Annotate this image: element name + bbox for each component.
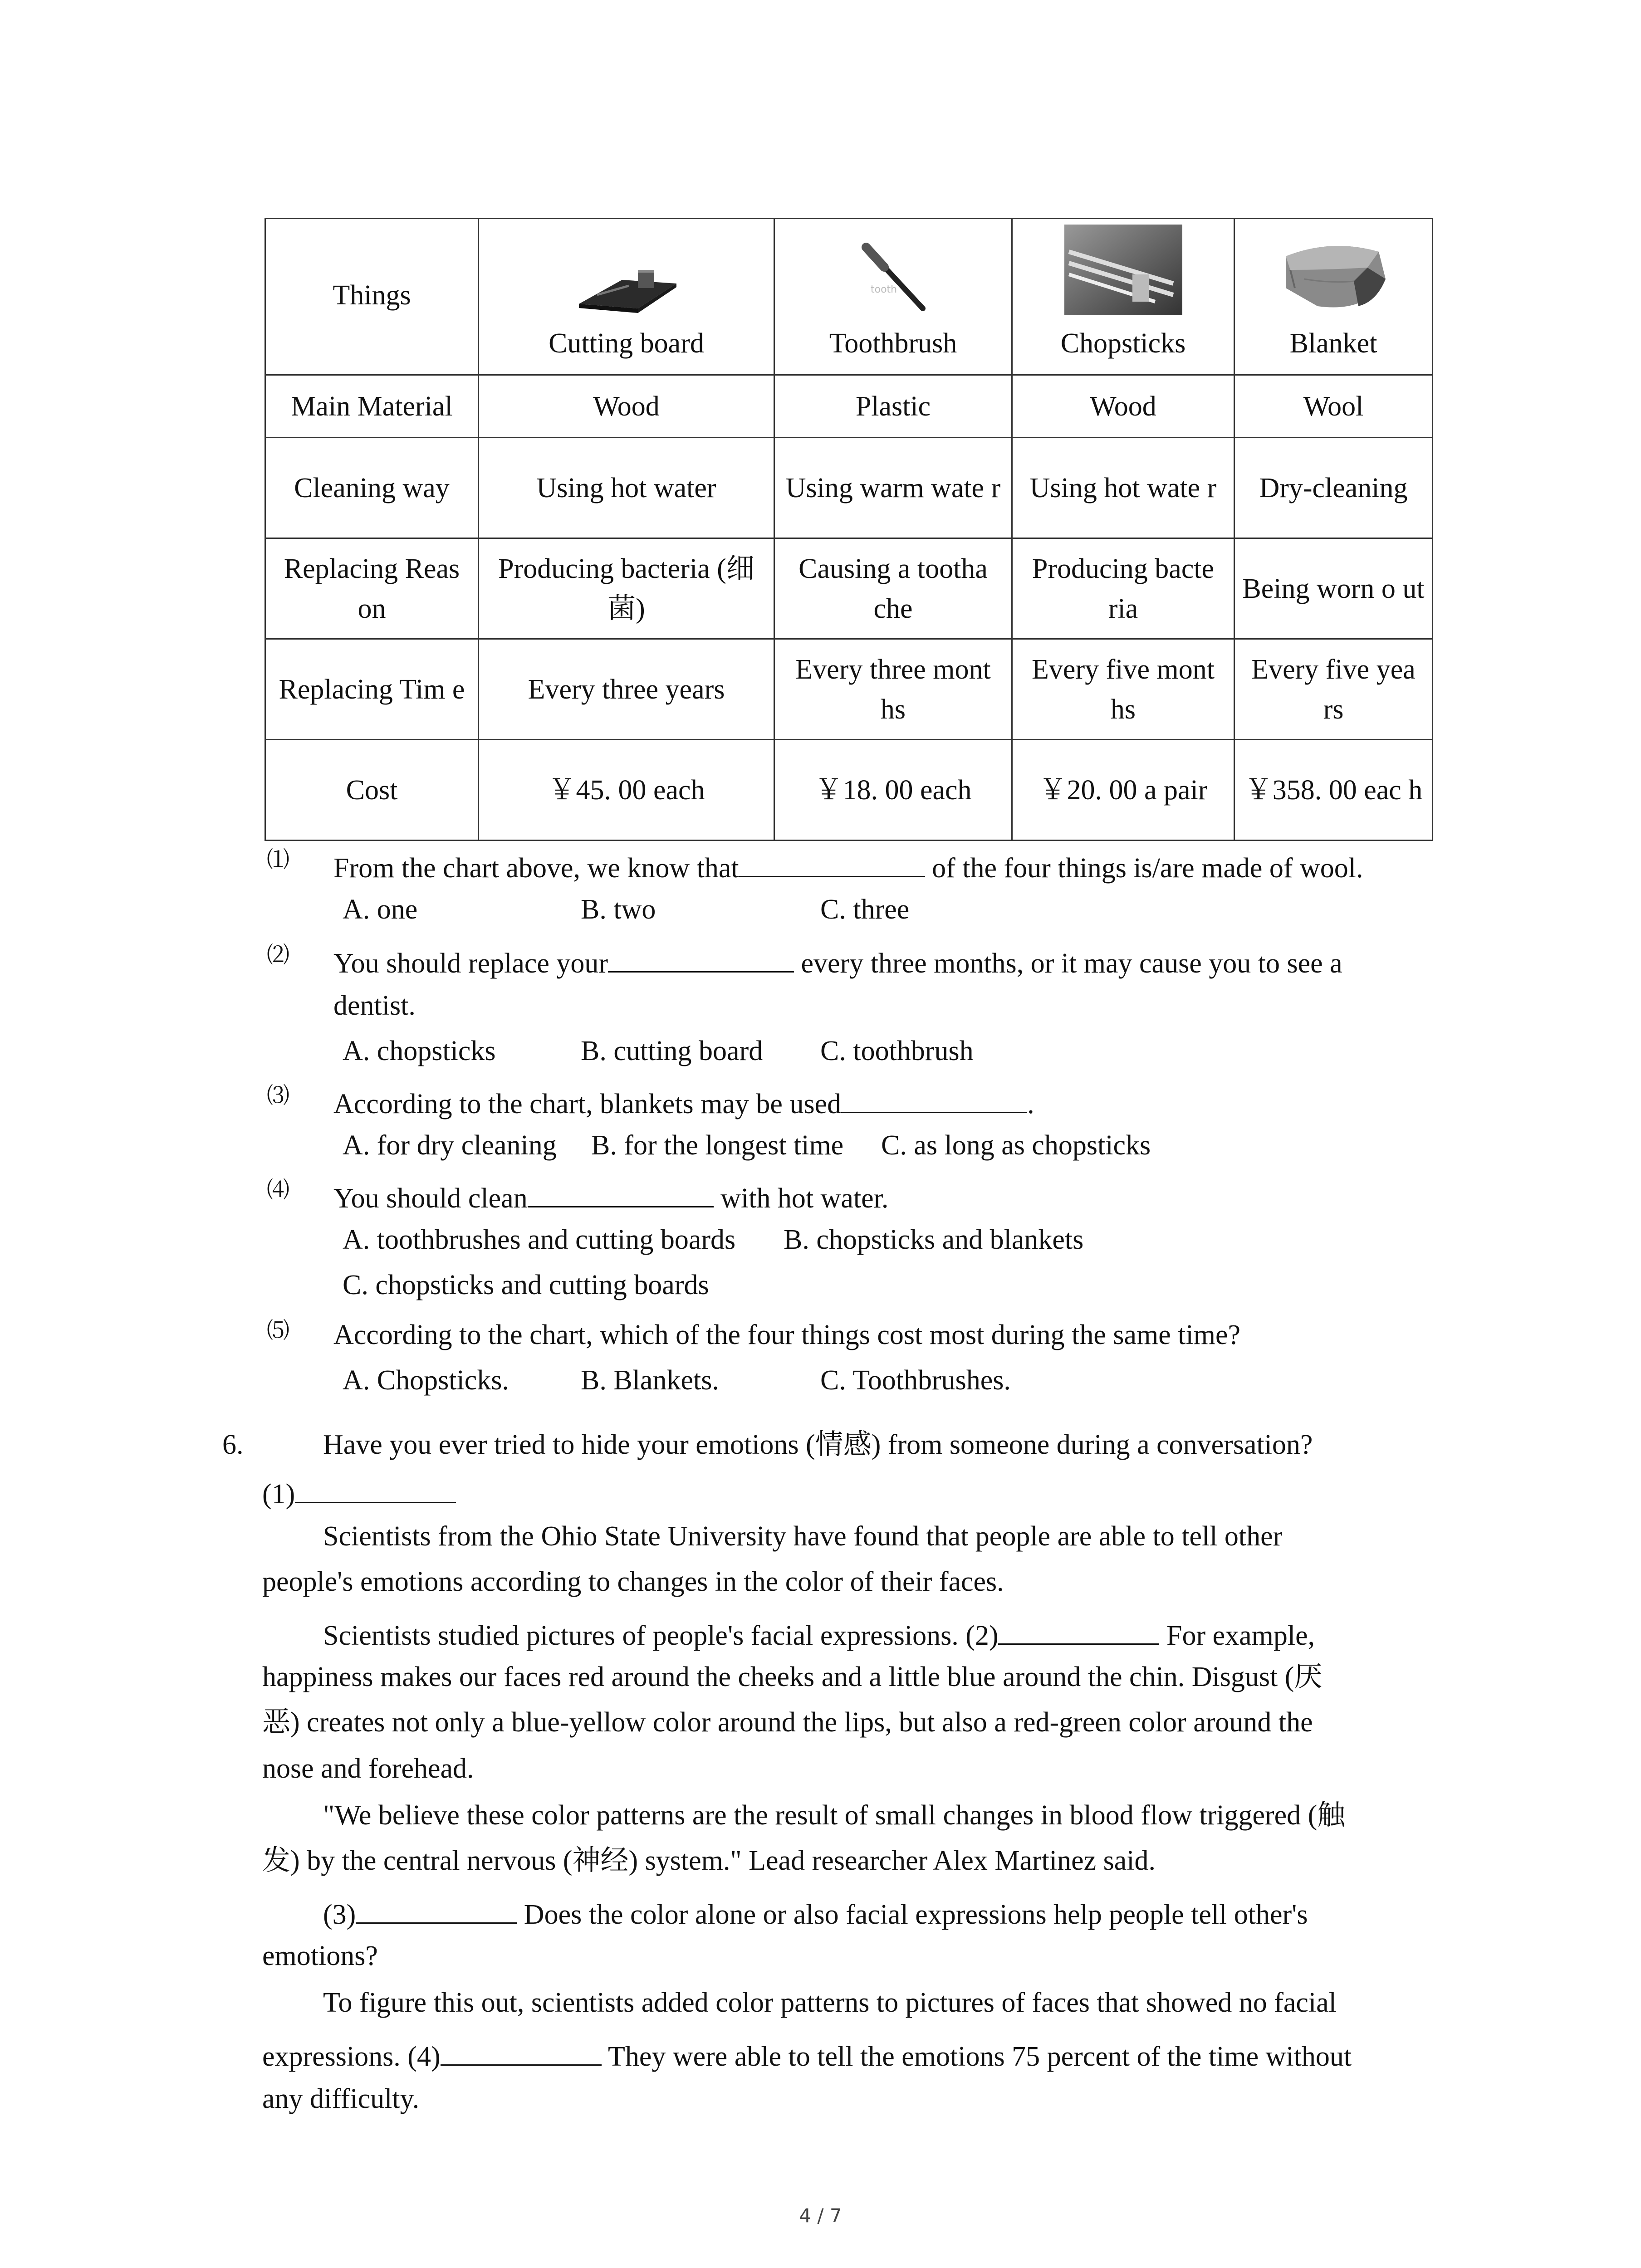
answer-blank[interactable] — [739, 847, 925, 877]
answer-blank[interactable] — [441, 2036, 602, 2066]
text-segment: They were able to tell the emotions 75 percent of the time without — [601, 2041, 1352, 2072]
page-number: 4 / 7 — [799, 2204, 842, 2227]
option-b[interactable]: B. chopsticks and blankets — [784, 1224, 1084, 1255]
question-stem: You should clean — [333, 1183, 528, 1214]
text-segment: (3) — [323, 1899, 356, 1930]
question-stem-end: with hot water. — [713, 1183, 889, 1214]
row-label: Main Material — [265, 375, 479, 438]
option-b[interactable]: B. Blankets. — [581, 1365, 719, 1396]
paragraph-line: people's emotions according to changes in the color of their faces. — [262, 1566, 1004, 1597]
question-stem: According to the chart, blankets may be used — [333, 1089, 842, 1119]
row-label: Cost — [265, 740, 479, 841]
header-chopsticks — [1012, 219, 1234, 375]
question-1-text — [333, 847, 1363, 885]
option-c[interactable]: C. three — [820, 894, 910, 925]
table-cell: Dry-cleaning — [1234, 438, 1433, 538]
passage-blank-1 — [262, 1473, 456, 1511]
blanket-icon — [1240, 234, 1426, 315]
paragraph-line: emotions? — [262, 1941, 378, 1971]
question-number: ⑷ — [267, 1177, 289, 1203]
chopsticks-icon — [1018, 225, 1228, 315]
question-stem-end: . — [1027, 1089, 1034, 1119]
passage-number: 6. — [222, 1429, 244, 1460]
row-label: Replacing Reas on — [265, 538, 479, 639]
paragraph-line: To figure this out, scientists added color patterns to pictures of faces that showed no facial — [323, 1987, 1337, 2018]
table-cell: Using warm wate r — [774, 438, 1012, 538]
paragraph-line: any difficulty. — [262, 2083, 420, 2114]
answer-blank[interactable] — [841, 1083, 1027, 1113]
question-stem-end: every three months, or it may cause you to see a — [794, 948, 1342, 979]
table-cell: Every three mont hs — [774, 639, 1012, 740]
header-label: Blanket — [1289, 328, 1377, 359]
blank-label: (1) — [262, 1479, 295, 1510]
question-stem-end: of the four things is/are made of wool. — [925, 853, 1363, 884]
row-label: Cleaning way — [265, 438, 479, 538]
header-label: Toothbrush — [829, 328, 957, 359]
answer-blank[interactable] — [528, 1178, 714, 1207]
header-label: Chopsticks — [1060, 328, 1186, 359]
question-4-text — [333, 1178, 888, 1215]
header-things: Things — [265, 219, 479, 375]
option-a[interactable]: A. toothbrushes and cutting boards — [343, 1224, 736, 1255]
paragraph-line: Scientists from the Ohio State University have found that people are able to tell other — [323, 1521, 1283, 1552]
table-row — [265, 538, 1433, 639]
table-row — [265, 375, 1433, 438]
table-cell: ￥358. 00 eac h — [1234, 740, 1433, 841]
option-c[interactable]: C. chopsticks and cutting boards — [343, 1270, 709, 1300]
text-segment: Scientists studied pictures of people's facial expressions. (2) — [323, 1620, 999, 1651]
table-cell: Every three years — [479, 639, 774, 740]
table-cell: Wool — [1234, 375, 1433, 438]
question-number: ⑸ — [267, 1317, 289, 1344]
option-b[interactable]: B. for the longest time — [591, 1130, 844, 1161]
paragraph-line: happiness makes our faces red around the cheeks and a little blue around the chin. Disgust (厌 — [262, 1662, 1323, 1692]
option-a[interactable]: A. one — [343, 894, 418, 925]
question-number: ⑴ — [267, 846, 289, 873]
header-cutting-board — [479, 219, 774, 375]
table-cell: Producing bacteria (细菌) — [479, 538, 774, 639]
paragraph-line — [323, 1894, 1308, 1931]
answer-blank[interactable] — [998, 1615, 1159, 1645]
answer-blank[interactable] — [356, 1894, 517, 1924]
table-cell: Producing bacte ria — [1012, 538, 1234, 639]
paragraph-line: 恶) creates not only a blue-yellow color around the lips, but also a red-green color around the — [262, 1707, 1313, 1738]
question-number: ⑶ — [267, 1082, 289, 1109]
table-row — [265, 740, 1433, 841]
table-cell: Plastic — [774, 375, 1012, 438]
table-cell: ￥45. 00 each — [479, 740, 774, 841]
question-stem: You should replace your — [333, 948, 608, 979]
table-cell: Wood — [1012, 375, 1234, 438]
header-blanket — [1234, 219, 1433, 375]
toothbrush-icon — [780, 234, 1006, 315]
table-cell: Being worn o ut — [1234, 538, 1433, 639]
question-stem: From the chart above, we know that — [333, 853, 739, 884]
cutting-board-icon — [485, 261, 768, 315]
text-segment: For example, — [1159, 1620, 1315, 1651]
table-cell: ￥18. 00 each — [774, 740, 1012, 841]
text-segment: Does the color alone or also facial expressions help people tell other's — [517, 1899, 1308, 1930]
answer-blank[interactable] — [608, 943, 794, 973]
question-5-text: According to the chart, which of the four things cost most during the same time? — [333, 1320, 1241, 1350]
comparison-table — [265, 218, 1433, 841]
table-header-row — [265, 219, 1433, 375]
table-row — [265, 438, 1433, 538]
table-cell: Using hot water — [479, 438, 774, 538]
question-2-continuation: dentist. — [333, 990, 416, 1021]
table-cell: Every five mont hs — [1012, 639, 1234, 740]
question-3-text — [333, 1083, 1034, 1121]
option-a[interactable]: A. Chopsticks. — [343, 1365, 509, 1396]
option-b[interactable]: B. two — [581, 894, 656, 925]
paragraph-line: nose and forehead. — [262, 1753, 474, 1784]
question-number: ⑵ — [267, 942, 289, 968]
table-cell: Using hot wate r — [1012, 438, 1234, 538]
paragraph-line — [262, 2036, 1352, 2073]
paragraph-line: 发) by the central nervous (神经) system." Lead researcher Alex Martinez said. — [262, 1845, 1156, 1876]
row-label: Replacing Tim e — [265, 639, 479, 740]
table-row — [265, 639, 1433, 740]
text-segment: expressions. (4) — [262, 2041, 441, 2072]
paragraph-line: "We believe these color patterns are the result of small changes in blood flow triggered (触 — [323, 1800, 1346, 1831]
header-toothbrush — [774, 219, 1012, 375]
question-2-text — [333, 943, 1342, 980]
table-cell: Every five yea rs — [1234, 639, 1433, 740]
passage-intro: Have you ever tried to hide your emotions (情感) from someone during a conversation? — [323, 1429, 1313, 1460]
svg-text:tooth: tooth — [870, 284, 897, 295]
table-cell: Causing a tootha che — [774, 538, 1012, 639]
paragraph-line — [323, 1615, 1315, 1652]
option-b[interactable]: B. cutting board — [581, 1036, 763, 1066]
option-c[interactable]: C. as long as chopsticks — [881, 1130, 1151, 1161]
option-a[interactable]: A. for dry cleaning — [343, 1130, 557, 1161]
answer-blank[interactable] — [295, 1473, 456, 1503]
table-cell: Wood — [479, 375, 774, 438]
option-c[interactable]: C. Toothbrushes. — [820, 1365, 1011, 1396]
option-a[interactable]: A. chopsticks — [343, 1036, 496, 1066]
header-label: Cutting board — [549, 328, 704, 359]
table-cell: ￥20. 00 a pair — [1012, 740, 1234, 841]
option-c[interactable]: C. toothbrush — [820, 1036, 974, 1066]
